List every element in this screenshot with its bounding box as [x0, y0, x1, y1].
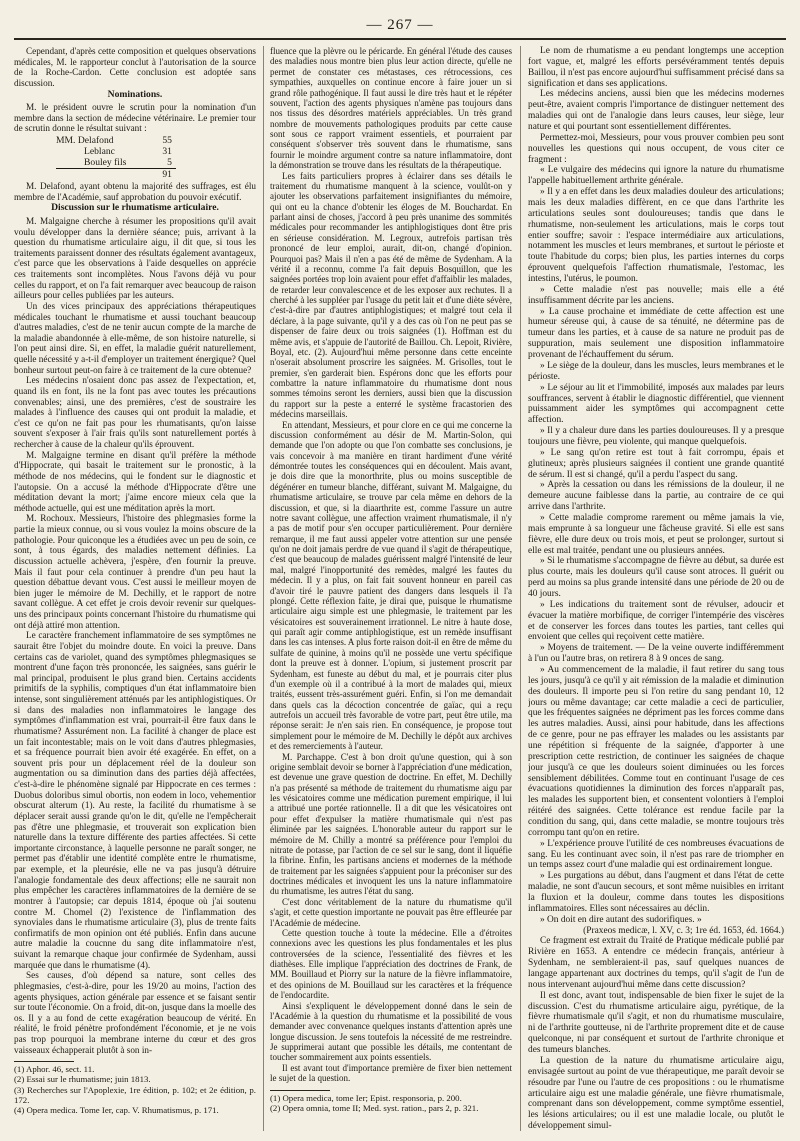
- candidate-name: MM. Delafond: [56, 135, 114, 146]
- paragraph: Ce fragment est extrait du Traité de Pratique médicale publié par Rivière en 1653. A entendre ce médecin français, antérieur à Sydenham, ne sembleraient-il pas, sauf quelques nuances de langage appartenant aux doctrines du temps, qu'il s'agit de l'un de nous intervenant aujourd'hui même dans cette discussion?: [528, 936, 784, 990]
- footnote: (1) Opera medica, tome Ier; Epist. responsoria, p. 200.: [270, 1092, 462, 1103]
- footnote: (3) Recherches sur l'Apoplexie, 1re édition, p. 102; et 2e édition, p. 172.: [14, 1084, 256, 1105]
- vote-row: [56, 157, 176, 169]
- vote-count: 5: [167, 157, 172, 168]
- footnote: (2) Essai sur le rhumatisme; juin 1813.: [14, 1074, 151, 1085]
- paragraph: M. Delafond, ayant obtenu la majorité des suffrages, est élu membre de l'Académie, sauf approbation du pouvoir exécutif.: [14, 181, 256, 202]
- candidate-name: Bouley fils: [84, 157, 127, 168]
- column-3: [528, 46, 784, 1131]
- paragraph: Les médecins n'osaient donc pas assez de l'expectation, et, quand ils en font, ils ne la font pas avec toutes les précautions convenables; ainsi, une des premières, c'est de soustraire les malades à l'influence des causes qui ont produit la maladie, et c'est ce qu'on ne fait pas pour les rhumatisants, qu'on laisse souvent s'exposer à l'air frais qu'ils sont naturellement portés à rechercher à cause de la chaleur qu'ils éprouvent.: [14, 375, 256, 449]
- paragraph: C'est donc véritablement de la nature du rhumatisme qu'il s'agit, et cette question importante ne pouvait pas être effleurée par l'Académie de médecine.: [270, 896, 512, 928]
- vote-total-row: [56, 169, 176, 181]
- section-heading-nominations: Nominations.: [107, 88, 163, 100]
- paragraph: Ainsi s'expliquent le développement donné dans le sein de l'Académie à la question du rhumatisme et la possibilité de vous demander avec convenance quelques instants d'attention après une longue discussion. Je sens toutefois la nécessité de me restreindre. Je supprimerai autant que possible les détails, me contentant de toucher sommairement aux points essentiels.: [270, 1000, 512, 1063]
- quote-paragraph: » Au commencement de la maladie, il faut retirer du sang tous les jours, jusqu'à ce qu'il y ait rémission de la maladie et diminution des douleurs. Il importe peu si l'on retire du sang pendant 10, 12 jours ou même davantage; car cette maladie a ceci de particulier, que les fréquentes saignées ne dépriment pas les forces comme dans les autres maladies. Aussi, ainsi pour habitude, dans les affections de ce genre, pour ne pas effrayer les malades ou les assistants par une répétition si fréquente de la saignée, d'apporter à une prescription cette restriction, de continuer les saignées de chaque jour jusqu'à ce que les douleurs soient diminuées ou les forces sensiblement débilitées. Comme tout en continuant l'usage de ces évacuations quotidiennes la diminution des forces n'apparaît pas, les malades les supportent bien, et consentent volontiers à l'emploi réitéré des saignées. Cette tolérance est rendue facile par la condition du sang, qui, dans cette maladie, se montre toujours très corrompu tant qu'on en retire.: [528, 664, 784, 838]
- section-heading-discussion: Discussion sur le rhumatisme articulaire.: [51, 202, 219, 214]
- footnote: (2) Opera omnia, tome II; Med. syst. ration., pars 2, p. 321.: [270, 1102, 479, 1113]
- quote-paragraph: » Cette maladie comprome rarement ou même jamais la vie, mais emprunte à sa longueur une fâcheuse gravité. Si elle est sans fièvre, elle dure deux ou trois mois, et peut se prolonger, surtout si elle est mal traitée, pendant une ou plusieurs années.: [528, 512, 784, 556]
- paragraph: Le nom de rhumatisme a eu pendant longtemps une acception fort vague, et, malgré les efforts persévéramment tentés depuis Baillou, il n'est pas encore aujourd'hui suffisamment précisé dans sa signification et dans ses applications.: [528, 46, 784, 89]
- candidate-name: Leblanc: [84, 146, 115, 157]
- paragraph: Cependant, d'après cette composition et quelques observations médicales, M. le rapporteur conclut à l'autorisation de la source de la Roche-Cardon. Cette conclusion est adoptée sans discussion.: [14, 46, 256, 88]
- vote-count: 31: [162, 146, 172, 157]
- paragraph: M. Parchappe. C'est à bon droit qu'une question, qui à son origine semblait devoir se borner à l'appréciation d'une médication, est devenue une grave question de doctrine. En effet, M. Dechilly n'a pas présenté sa méthode de traitement du rhumatisme aigu par les vésicatoires comme une médication purement empirique, il lui a attribué une portée rationnelle. Il a dit que les vésicatoires ont pour effet d'expulser la matière rhumatismale qui n'est pas éliminée par les saignées. L'honorable auteur du rapport sur le mémoire de M. Chilly a montré sa préférence pour l'emploi du nitrate de potasse, par l'action de ce sel sur le sang, dont il liquéfie la fibrine. Enfin, les partisans anciens et modernes de la méthode de traitement par les saignées s'appuient pour la préconiser sur des doctrines médicales et invoquent les uns la nature inflammatoire du rhumatisme, les autres l'état du sang.: [270, 751, 512, 897]
- column-divider: [520, 46, 521, 1131]
- quote-paragraph: » Le siège de la douleur, dans les muscles, leurs membranes et le périoste.: [528, 360, 784, 382]
- paragraph: M. Malgaigne termine en disant qu'il préfère la méthode d'Hippocrate, qui basait le traitement sur le pronostic, à la méthode de nos médecins, qui le fondent sur le diagnostic et l'autopsie. On a accusé la méthode d'Hippocrate d'être une méditation devant la mort; j'aime encore mieux cela que la méthode actuelle, qui est une méditation après la mort.: [14, 449, 256, 513]
- vote-results-table: [56, 135, 176, 180]
- quote-paragraph: » Les indications du traitement sont de révulser, adoucir et évacuer la matière morbifique, de corriger l'intempérie des viscères et de conserver les forces dans toutes les parties, tant celles qui envoient que celles qui reçoivent cette matière.: [528, 599, 784, 643]
- paragraph: Ses causes, d'où dépend sa nature, sont celles des phlegmasies, c'est-à-dire, pour les 19/20 au moins, l'action des agents physiques, action générale par essence et se faisant sentir sur toute l'économie. On a froid, dit-on, jusque dans la moelle des os. Il y a au fond de cette exagération beaucoup de vérité. En réalité, le froid pénètre profondément l'économie, et je ne vois pas trop pourquoi la membrane interne du cœur et des gros vaisseaux échapperait plutôt à son in-: [14, 970, 256, 1055]
- footnote-rule: [14, 1061, 74, 1062]
- footnote-rule: [270, 1090, 330, 1091]
- paragraph: Il est avant tout d'importance première de fixer bien nettement le sujet de la question.: [270, 1062, 512, 1084]
- quote-paragraph: » Il y a chaleur dure dans les parties douloureuses. Il y a presque toujours une fièvre, peu violente, qui manque quelquefois.: [528, 426, 784, 447]
- paragraph: La question de la nature du rhumatisme articulaire aigu, envisagée surtout au point de vue thérapeutique, me paraît devoir se résoudre par l'une ou l'autre de ces propositions : ou le rhumatisme articulaire aigu est une maladie générale, une fièvre rhumatismale, comprenant dans son développement, comme symptôme essentiel, les lésions articulaires; ou il est une maladie locale, ou plutôt le développement simul-: [528, 1055, 784, 1131]
- paragraph: En attendant, Messieurs, et pour clore en ce qui me concerne la discussion conformément au désir de M. Martin-Solon, qui demande que l'on adopte ou que l'on combatte ses conclusions, je vais concevoir à ma manière en tirant hardiment d'une vérité démontrée toutes les conséquences qui en découlent. Mais avant, je dois dire que la monorthrite, plus ou moins susceptible de dégénérer en tumeur blanche, différant, suivant M. Malgaigne, du rhumatisme articulaire, se trouve par cela même en dehors de la discussion, et que, si la diaarthrite est, comme l'assure un autre notre savant collègue, une affection vraiment rhumatismale, il n'y a pas de motif pour s'en occuper particulièrement. Pour dernière remarque, il me faut aussi appeler votre attention sur une pensée qu'on ne doit jamais perdre de vue quand il s'agit de thérapeutique, c'est que beaucoup de malades guérissent malgré l'intensité de leur mal, malgré l'inopportunité des remèdes, malgré les fautes du médecin. Il y a plus, on fait fait souvent honneur en pareil cas d'avoir tiré le pauvre patient des dangers dans lesquels il l'a plongé. Cette réflexion faite, je dirai que, puisque le rhumatisme articulaire aigu simple est une phlegmasie, le traitement par les vésicatoires est souverainement irrationnel. Le nitre à haute dose, qui paraît agir comme antiphlogistique, est un remède insuffisant dans les cas intenses. A plus forte raison doit-il en être de même du sulfate de quinine, à moins qu'il ne possède une vertu spécifique dont la preuve est à donner. L'opium, si justement proscrit par Sydenham, est funeste au début du mal, et je pourrais citer plus d'un exemple où il a contribué à la mort de malades qui, mieux traités, eussent très-assurément guéri. Enfin, si l'on me demandait dans quels cas la décoction concentrée de gaïac, qui a reçu autrefois un accueil très favorable de votre part, peut être utile, ma réponse serait: Je n'en sais rien. En conséquence, je propose tout simplement pour le mémoire de M. Dechilly le dépôt aux archives et des remerciements à l'auteur.: [270, 419, 512, 752]
- quote-paragraph: » Si le rhumatisme s'accompagne de fièvre au début, sa durée est plus courte, mais les douleurs qu'il cause sont atroces. Il guérit ou perd au moins sa plus grande intensité dans une période de 20 ou de 40 jours.: [528, 556, 784, 599]
- vote-count: 55: [162, 135, 172, 146]
- quote-paragraph: » Cette maladie n'est pas nouvelle; mais elle a été insuffisamment décrite par les anciens.: [528, 284, 784, 306]
- vote-row: [56, 146, 176, 157]
- column-1: [14, 46, 256, 1131]
- paragraph: Le caractère franchement inflammatoire de ses symptômes ne saurait être l'objet du moindre doute. En voici la preuve. Dans certains cas de variolet, quand des symptômes phlegmasiques se montrent d'une façon très prononcée, les saignées, sans guérir le mal principal, produisent le plus grand bien. Certains accidents primitifs de la syphilis, comptiques d'un état inflammatoire bien intense, sont singulièrement atténués par les antiphlogistiques. Or si dans des maladies non inflammatoires le langage des symptômes d'inflammation est vrai, pourrait-il être faux dans le rhumatisme? Assurément non. La facilité à changer de place est un fait incontestable; mais on le voit dans d'autres phlegmasies, et sa fréquence pourrait bien avoir été exagérée. En effet, on a souvent pris pour un déplacement réel de la douleur son augmentation ou sa diminution dans des parties déjà affectées, c'est-à-dire le phénomène signalé par Hippocrate en ces termes : Duobus doloribus simul obortis, non eodem in loco, vehementior obscurat alterum (1). Au reste, la facilité du rhumatisme à se déplacer serait aussi grande qu'on le dit, qu'elle ne l'empêcherait pas d'être une phlegmasie, et trouverait son explication bien naturelle dans la texture différente des parties affectées. Si cette importante circonstance, à laquelle personne ne paraît songer, ne permet pas d'établir une identité complète entre le rhumatisme, par exemple, et la pleurésie, elle ne va pas jusqu'à détruire l'analogie fondamentale des deux affections; elle ne saurait non plus empêcher les caractères inflammatoires de la dernière de se montrer à l'autopsie; car depuis 1814, époque où j'ai soutenu contre M. Chomel (2) l'existence de l'inflammation des synoviales dans le rhumatisme articulaire (3), plus de trente faits confirmatifs de mon opinion ont été publiés. Enfin dans aucune autre maladie la coucnne du sang dite inflammatoire n'est, suivant la remarque chaque jour confirmée de Sydenham, aussi marquée que dans le rhumatisme (4).: [14, 630, 256, 970]
- quote-paragraph: » L'expérience prouve l'utilité de ces nombreuses évacuations de sang. Eu les continuant avec soin, il n'est pas rare de triompher en un temps assez court d'une maladie qui est ordinairement longue.: [528, 838, 784, 871]
- paragraph: Permettez-moi, Messieurs, pour vous prouver combien peu sont nouvelles les questions qui nous occupent, de vous citer ce fragment :: [528, 132, 784, 165]
- quote-paragraph: » La cause prochaine et immédiate de cette affection est une humeur séreuse qui, à cause de sa ténuité, ne détermine pas de tumeur dans les parties, et à cause de sa nature ne produit pas de suppuration, mais seulement une disposition inflammatoire provenant de l'échauffement du sérum.: [528, 306, 784, 361]
- quote-paragraph: » Moyens de traitement. — De la veine ouverte indifféremment à l'un ou l'autre bras, on retirera 8 à 9 onces de sang.: [528, 643, 784, 665]
- citation: (Praxeos medicæ, l. XV, c. 3; 1re éd. 1653, éd. 1664.): [583, 925, 784, 936]
- column-2: [270, 46, 512, 1131]
- footnote: (1) Aphor. 46, sect. 11.: [14, 1064, 95, 1075]
- paragraph: Cette question touche à toute la médecine. Elle a d'étroites connexions avec les questions les plus fondamentales et les plus controversées de la science, l'essentialité des fièvres et les diathèses. Elle implique l'appréciation des doctrines de Frank, de MM. Bouillaud et Piorry sur la nature de la fièvre inflammatoire, et des opinions de M. Bouillaud sur les caractères et la fréquence de l'endocardite.: [270, 927, 512, 1001]
- vote-row: [56, 135, 176, 146]
- quote-paragraph: » Le sang qu'on retire est tout à fait corrompu, épais et glutineux; après plusieurs saignées il contient une grande quantité de sérum. Il est si changé, qu'il a perdu l'aspect du sang.: [528, 447, 784, 480]
- paragraph: Les faits particuliers propres à éclairer dans ses détails le traitement du rhumatisme manquent à la science, voulût-on y ajouter les observations parfaitement insignifiantes du mémoire, qui ont eu la chance d'obtenir les éloges de M. Bouchardat. En parlant ainsi de choses, j'accord à peu près unanime des sommités médicales pour recommander les antiphlogistiques dont être pris en sérieuse considération. M. Legroux, autrefois partisan très prononcé de leur emploi, aurait, dit-on, changé d'opinion. Pourquoi pas? Mais il n'en a pas été de même de Sydenham. A la vérité il a reconnu, comme l'a fait depuis Bosquillon, que les saignées portées trop loin avaient pour effet d'affaiblir les malades, de retarder leur convalescence et de les exposer aux rechutes. Il a cherché à les suppléer par l'usage du petit lait et d'une diète sévère, c'est-à-dire par d'autres antiphlogistiques; et malgré tout cela il déclare, à la page suivante, qu'il y a des cas où l'on ne peut pas se dispenser de faire deux ou trois saignées (1). Hoffman est du même avis, et s'appuie de l'autorité de Baillou. Ch. Lepoit, Rivière, Boyal, etc. (2). Aujourd'hui même personne dans cette enceinte n'oserait absolument proscrire les saignées. M. Grisolles, tout le premier, s'en garderait bien. Espérons donc que les efforts pour combattre la nature inflammatoire du rhumatisme dont nous sommes témoins seront les derniers, aussi bien que la discussion du rapport sur la peste a enterré le système fracastorien des médecins marseillais.: [270, 170, 512, 420]
- paragraph: Les médecins anciens, aussi bien que les médecins modernes peut-être, avaient compris l'importance de distinguer nettement des maladies qui ont de l'analogie dans leurs causes, leur siège, leur nature et qui pourtant sont essentiellement différentes.: [528, 89, 784, 133]
- paragraph: M. le président ouvre le scrutin pour la nomination d'un membre dans la section de médecine vétérinaire. Le premier tour de scrutin donne le résultat suivant :: [14, 102, 256, 134]
- page-number: — 267 —: [366, 17, 434, 33]
- vote-total: 91: [130, 169, 176, 181]
- paragraph: fluence que la plèvre ou le péricarde. En général l'étude des causes des maladies nous montre bien plus leur action directe, qu'elle ne permet de constater ces métastases, ces rétrocessions, ces sympathies, auxquelles on continue encore à faire jouer un si grand rôle pathogénique. Il faut aussi le dire très haut et le répéter souvent, l'action des agents physiques n'amène pas toujours dans nos tissus des désordres matériels appréciables. Un très grand nombre de mouvements pathologiques produits par cette cause sont sous ce rapport vraiment essentiels, et pourraient par conséquent s'observer très souvent dans le rhumatisme, sans fournir le moindre argument contre sa nature inflammatoire, dont la démonstration se trouve dans les résultats de la thérapeutique.: [270, 46, 512, 171]
- header-rule: [14, 38, 786, 40]
- paragraph: Il est donc, avant tout, indispensable de bien fixer le sujet de la discussion. C'est du rhumatisme articulaire aigu, pyrétique, de la fièvre rhumatismale qu'il s'agit, et non du rhumatisme musculaire, ni de l'arthrite goutteuse, ni de l'arthrite proprement dite et de cause quelconque, ni par conséquent et surtout de l'arthrite chronique et des tumeurs blanches.: [528, 990, 784, 1056]
- paragraph: M. Malgaigne cherche à résumer les propositions qu'il avait voulu développer dans la dernière séance; puis, arrivant à la question du rhumatisme articulaire aigu, il dit que, si tous les traitements paraissent donner des résultats également avantageux, c'est parce que les observations à l'aide desquelles on apprécie ces traitements sont incomplètes. Nous l'avons déjà vu pour celles du rapport, et on l'a fait remarquer avec beaucoup de raison ailleurs pour celles publiées par les auteurs.: [14, 215, 256, 301]
- quote-paragraph: » Les purgations au début, dans l'augment et dans l'état de cette maladie, ne sont d'aucun secours, et sont même nuisibles en irritant la fluxion et la douleur, comme dans toutes les dispositions inflammatoires. Elles sont nécessaires au déclin.: [528, 871, 784, 914]
- quote-paragraph: » Il y a en effet dans les deux maladies douleur des articulations; mais les deux maladies diffèrent, en ce que dans l'arthrite les articulations seules sont douloureuses; tandis que dans le rhumatisme, non-seulement les articulations, mais le corps tout entier souffre; savoir : l'espace intermédiaire aux articulations, notamment les muscles et leurs membranes, et surtout le périoste et toute l'habitude du corps; bien plus, les parties internes du corps éprouvent quelquefois l'affection rhumatismale, l'estomac, les intestins, l'utérus, le poumon.: [528, 187, 784, 285]
- paragraph: M. Rochoux. Messieurs, l'histoire des phlegmasies forme la partie la mieux connue, ou si vous voulez la moins obscure de la pathologie. Pour quiconque les a étudiées avec un peu de soin, ce sont, à tous égards, des maladies nettement définies. La discussion actuelle achèvera, j'espère, d'en fournir la preuve. Mais il faut pour cela continuer à prendre d'un peu haut la question débattue devant vous. C'est aussi le meilleur moyen de bien juger le mémoire de M. Dechilly, et le rapport de notre savant collègue. A cet effet je crois devoir revenir sur quelques-uns des principaux points concernant l'histoire du rhumatisme qui ont déjà attiré mon attention.: [14, 513, 256, 630]
- quote-paragraph: » On doit en dire autant des sudorifiques. »: [540, 914, 702, 925]
- paragraph: Un des vices principaux des appréciations thérapeutiques médicales touchant le rhumatisme et aussi touchant beaucoup d'autres maladies, c'est de ne tenir aucun compte de la marche de la maladie abandonnée à elle-même, de son histoire naturelle, si l'on peut ainsi dire. Si, en effet, la maladie guérit naturellement, quelle nécessité y a-t-il d'employer un traitement énergique? Quel bonheur surtout peut-on faire à ce traitement de la cure obtenue?: [14, 300, 256, 375]
- quote-paragraph: » Le séjour au lit et l'immobilité, imposés aux malades par leurs souffrances, servent à établir le diagnostic différentiel, que viennent puissamment aider les symptômes qui accompagnent cette affection.: [528, 382, 784, 426]
- footnote: (4) Opera medica. Tome Ier, cap. V. Rhumatismus, p. 171.: [14, 1105, 219, 1116]
- quote-paragraph: « Le vulgaire des médecins qui ignore la nature du rhumatisme l'appelle habituellement arthrite générale.: [528, 165, 784, 187]
- column-divider: [263, 46, 264, 1131]
- quote-paragraph: » Après la cessation ou dans les rémissions de la douleur, il ne demeure aucune faiblesse dans la partie, au contraire de ce qui arrive dans l'arthrite.: [528, 480, 784, 513]
